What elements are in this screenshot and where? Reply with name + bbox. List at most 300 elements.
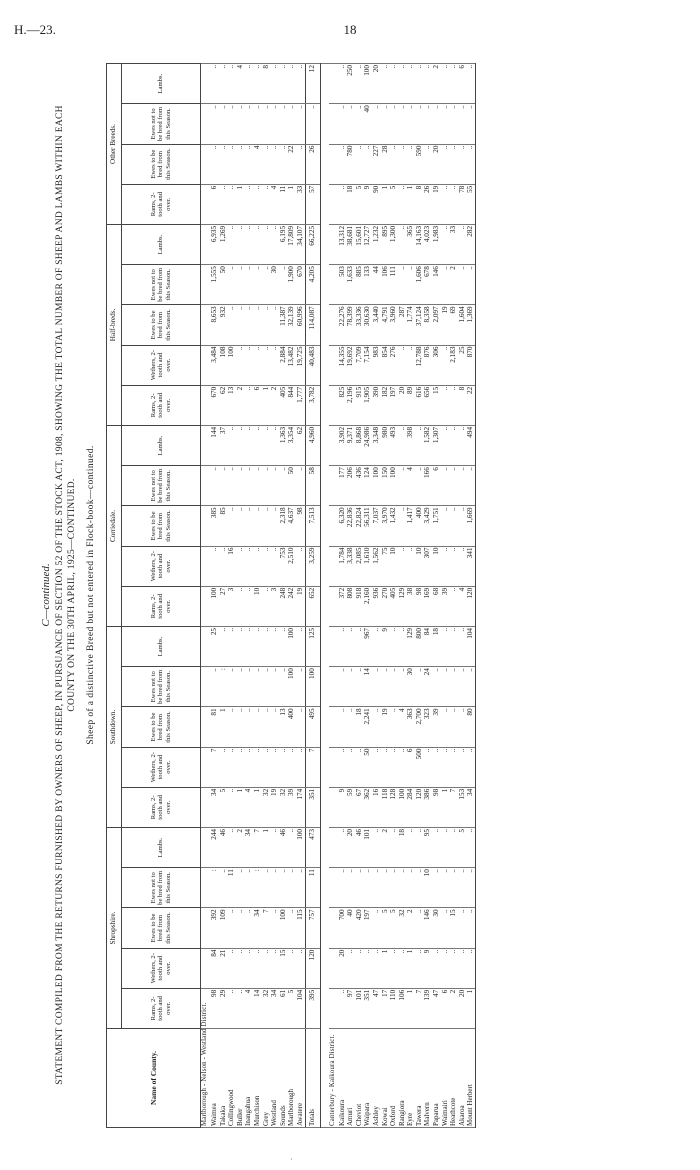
table-cell: 4 [270, 184, 279, 224]
table-cell: 3,348 [372, 425, 381, 465]
table-cell: .. [270, 144, 279, 184]
table-cell: .. [466, 144, 475, 184]
table-cell: .. [227, 747, 236, 787]
table-cell: .. [253, 546, 262, 586]
empty-cell [329, 224, 338, 264]
table-cell: .. [338, 988, 347, 1028]
table-cell: 100 [287, 626, 296, 666]
table-cell: .. [398, 425, 407, 465]
empty-cell [329, 988, 338, 1028]
table-cell: 9 [381, 626, 390, 666]
table-cell: 2 [406, 908, 415, 948]
table-cell: 1,232 [372, 224, 381, 264]
table-cell: 18 [346, 184, 355, 224]
table-cell: .. [279, 104, 288, 144]
table-cell: 100 [372, 466, 381, 506]
table-cell: .. [441, 908, 450, 948]
table-cell: 100 [210, 586, 219, 626]
table-cell: .. [227, 64, 236, 104]
statement-subtitle: Sheep of a distinctive Breed but not entered in Flock-book—continued. [86, 445, 96, 745]
table-cell: .. [262, 868, 271, 908]
county-name: Rangiora [398, 1029, 407, 1128]
table-cell: .. [279, 626, 288, 666]
table-cell: .. [338, 104, 347, 144]
table-cell: 44 [372, 265, 381, 305]
empty-cell [329, 827, 338, 867]
table-cell: .. [406, 827, 415, 867]
county-name: Takaka [219, 1029, 228, 1128]
table-cell: 26 [423, 184, 432, 224]
table-cell: .. [406, 345, 415, 385]
table-cell: 2,241 [363, 707, 372, 747]
table-cell: 4 [244, 988, 253, 1028]
table-cell: 15 [449, 908, 458, 948]
table-cell: .. [244, 626, 253, 666]
table-cell: .. [262, 586, 271, 626]
table-cell: .. [466, 908, 475, 948]
table-cell: 2,183 [449, 345, 458, 385]
table-cell: 27 [219, 586, 228, 626]
table-cell: .. [346, 948, 355, 988]
empty-cell [329, 586, 338, 626]
page-number: 18 [343, 22, 357, 37]
county-name-header: Name of County. [107, 1029, 201, 1128]
table-cell: .. [389, 948, 398, 988]
table-cell: .. [389, 104, 398, 144]
table-cell: 2,700 [415, 707, 424, 747]
table-cell: .. [244, 908, 253, 948]
empty-cell [201, 425, 211, 465]
table-cell: 197 [389, 385, 398, 425]
table-cell: 9 [338, 787, 347, 827]
table-cell: .. [355, 948, 364, 988]
table-cell: 22,276 [338, 305, 347, 345]
table-cell: .. [253, 305, 262, 345]
empty-cell [201, 144, 211, 184]
table-cell: .. [338, 827, 347, 867]
table-cell: .. [227, 104, 236, 144]
table-cell: .. [244, 868, 253, 908]
table-cell: .. [236, 868, 245, 908]
column-header: Rams, 2-tooth and over. [122, 787, 201, 827]
table-cell: .. [244, 64, 253, 104]
table-cell: 2,160 [363, 586, 372, 626]
table-cell: 4,205 [305, 265, 320, 305]
table-cell: .. [432, 827, 441, 867]
table-cell: .. [398, 224, 407, 264]
table-cell: .. [441, 466, 450, 506]
table-cell: 32 [262, 988, 271, 1028]
table-cell: .. [236, 948, 245, 988]
table-cell: 8 [262, 64, 271, 104]
table-cell: 104 [466, 626, 475, 666]
table-cell: .. [389, 868, 398, 908]
table-cell: .. [227, 224, 236, 264]
table-cell: .. [270, 345, 279, 385]
table-cell: .. [236, 224, 245, 264]
table-cell: 100 [389, 466, 398, 506]
table-cell: 6,935 [210, 224, 219, 264]
table-cell: 125 [305, 626, 320, 666]
table-cell: 18 [398, 827, 407, 867]
table-cell: .. [398, 144, 407, 184]
empty-cell [329, 868, 338, 908]
table-cell: 40 [363, 104, 372, 144]
table-cell: .. [262, 626, 271, 666]
empty-cell [329, 184, 338, 224]
table-cell: 967 [363, 626, 372, 666]
table-cell: 420 [355, 908, 364, 948]
table-cell: 1,784 [338, 546, 347, 586]
table-cell: 34 [253, 908, 262, 948]
table-cell: 276 [389, 345, 398, 385]
table-cell: 5 [389, 184, 398, 224]
table-cell: 4 [406, 466, 415, 506]
table-cell: 8 [458, 385, 467, 425]
table-cell: 85 [219, 506, 228, 546]
column-header: Ewes not to be bred from this Season. [122, 466, 201, 506]
empty-cell [329, 948, 338, 988]
table-cell: 2,196 [346, 385, 355, 425]
table-cell: .. [415, 908, 424, 948]
table-cell: .. [270, 546, 279, 586]
table-cell: .. [415, 868, 424, 908]
table-cell: .. [253, 64, 262, 104]
table-row [219, 64, 228, 1128]
table-cell: .. [432, 948, 441, 988]
table-cell: .. [363, 144, 372, 184]
table-cell: .. [262, 707, 271, 747]
report-code: H.—23. [14, 22, 56, 37]
table-cell: 166 [423, 466, 432, 506]
table-cell: .. [279, 265, 288, 305]
table-cell: 33 [449, 224, 458, 264]
table-cell: 67 [355, 787, 364, 827]
table-cell: 62 [219, 385, 228, 425]
empty-cell [329, 908, 338, 948]
table-cell: .. [441, 707, 450, 747]
table-cell: .. [458, 667, 467, 707]
table-cell: .. [236, 305, 245, 345]
table-cell: 372 [338, 586, 347, 626]
table-cell: 18 [355, 707, 364, 747]
table-cell: 55 [466, 184, 475, 224]
table-cell: .. [236, 506, 245, 546]
table-cell: 6 [210, 184, 219, 224]
table-cell: 62 [296, 425, 305, 465]
table-cell: .. [219, 626, 228, 666]
table-cell: 25 [210, 626, 219, 666]
table-cell: 19,725 [296, 345, 305, 385]
empty-cell [329, 626, 338, 666]
table-cell: .. [449, 747, 458, 787]
table-cell: 34 [210, 787, 219, 827]
table-row [363, 64, 372, 1128]
table-row [449, 64, 458, 1128]
county-name: Murchison [253, 1029, 262, 1128]
table-cell: 4 [458, 586, 467, 626]
table-cell: 46 [279, 827, 288, 867]
county-name: Kaikoura [338, 1029, 347, 1128]
table-cell: .. [262, 144, 271, 184]
table-cell: .. [355, 667, 364, 707]
table-cell: .. [244, 747, 253, 787]
table-cell: 11 [279, 184, 288, 224]
table-cell: .. [244, 948, 253, 988]
table-cell: 4 [253, 144, 262, 184]
table-cell: .. [441, 626, 450, 666]
table-cell: .. [363, 868, 372, 908]
table-cell: 8,868 [355, 425, 364, 465]
table-cell: : [210, 868, 219, 908]
table-cell: 870 [466, 345, 475, 385]
table-cell: .. [346, 747, 355, 787]
table-cell: 918 [355, 586, 364, 626]
column-header: Lambs. [122, 827, 201, 867]
table-cell: .. [287, 747, 296, 787]
table-row [338, 64, 347, 1128]
table-cell: 616 [415, 385, 424, 425]
table-cell: .. [338, 64, 347, 104]
county-name: Mount Herbert [466, 1029, 475, 1128]
county-name: Cheviot [355, 1029, 364, 1128]
table-cell: 915 [355, 385, 364, 425]
table-cell: .. [296, 868, 305, 908]
table-cell: 14 [363, 667, 372, 707]
table-cell: .. [236, 144, 245, 184]
empty-cell [201, 908, 211, 948]
table-cell: 7,154 [363, 345, 372, 385]
table-cell: 3,354 [287, 425, 296, 465]
table-cell: .. [236, 908, 245, 948]
column-header: Lambs. [122, 425, 201, 465]
table-row [236, 64, 245, 1128]
table-cell: 1,555 [210, 265, 219, 305]
table-cell: 2,884 [279, 345, 288, 385]
table-cell: .. [466, 827, 475, 867]
table-cell: 9 [363, 184, 372, 224]
table-cell: .. [227, 787, 236, 827]
column-header: Ewes to be bred from this Season. [122, 305, 201, 345]
table-cell: .. [449, 144, 458, 184]
table-cell: .. [466, 466, 475, 506]
table-cell: .. [398, 747, 407, 787]
table-cell: .. [441, 224, 450, 264]
county-name: Westland [270, 1029, 279, 1128]
table-cell: .. [244, 586, 253, 626]
table-cell: 30 [406, 667, 415, 707]
table-cell: 26 [305, 144, 320, 184]
table-cell: 100 [287, 667, 296, 707]
county-name: Oxford [389, 1029, 398, 1128]
table-cell: 1,369 [466, 305, 475, 345]
table-cell: 98 [210, 988, 219, 1028]
table-cell: 14,355 [338, 345, 347, 385]
table-cell: .. [236, 466, 245, 506]
empty-cell [201, 345, 211, 385]
table-cell: 808 [346, 586, 355, 626]
county-name: Kowai [381, 1029, 390, 1128]
table-cell: 34 [466, 787, 475, 827]
county-name: Malvern [423, 1029, 432, 1128]
table-cell: 1,562 [372, 546, 381, 586]
county-name: Eyre [406, 1029, 415, 1128]
empty-cell [201, 626, 211, 666]
table-cell: .. [415, 667, 424, 707]
table-cell: .. [389, 747, 398, 787]
table-cell: 30 [432, 908, 441, 948]
table-cell: 248 [279, 586, 288, 626]
table-cell: .. [296, 667, 305, 707]
table-cell: 5 [381, 908, 390, 948]
empty-cell [201, 104, 211, 144]
table-cell: .. [449, 466, 458, 506]
table-cell: 17,809 [287, 224, 296, 264]
table-cell: .. [253, 184, 262, 224]
table-cell: 34 [244, 827, 253, 867]
table-cell: .. [346, 626, 355, 666]
table-row [355, 64, 364, 1128]
table-cell: 10 [253, 586, 262, 626]
table-cell: .. [458, 265, 467, 305]
table-cell: .. [287, 948, 296, 988]
table-cell: 19 [296, 586, 305, 626]
table-cell: .. [210, 64, 219, 104]
table-cell: .. [244, 667, 253, 707]
table-cell: 24,986 [363, 425, 372, 465]
table-cell: .. [296, 747, 305, 787]
table-cell: 108 [219, 345, 228, 385]
table-cell: 983 [372, 345, 381, 385]
table-cell: 15,601 [355, 224, 364, 264]
empty-cell [329, 144, 338, 184]
table-cell: 6 [432, 466, 441, 506]
table-cell: .. [441, 948, 450, 988]
table-cell: 2 [270, 385, 279, 425]
table-cell: 405 [389, 586, 398, 626]
county-name: Waimea [210, 1029, 219, 1128]
table-cell: .. [449, 506, 458, 546]
table-cell: 227 [372, 144, 381, 184]
table-cell: 100 [279, 908, 288, 948]
table-cell: 11,387 [279, 305, 288, 345]
table-cell: .. [398, 506, 407, 546]
table-cell: .. [262, 345, 271, 385]
table-cell: 9 [423, 948, 432, 988]
table-cell: 5 [389, 908, 398, 948]
table-cell: 106 [381, 265, 390, 305]
table-cell: .. [270, 305, 279, 345]
table-cell: .. [262, 506, 271, 546]
empty-cell [329, 466, 338, 506]
table-cell: .. [441, 104, 450, 144]
table-cell: .. [227, 506, 236, 546]
table-cell: 11 [227, 868, 236, 908]
table-cell: 1,905 [363, 385, 372, 425]
table-row [458, 64, 467, 1128]
table-cell: .. [389, 827, 398, 867]
table-cell: 3,338 [346, 546, 355, 586]
table-cell: .. [458, 425, 467, 465]
table-cell: .. [406, 144, 415, 184]
table-cell: .. [262, 104, 271, 144]
table-cell: 3,970 [381, 506, 390, 546]
table-cell: .. [210, 466, 219, 506]
table-cell: 2,085 [355, 546, 364, 586]
table-cell: .. [219, 144, 228, 184]
table-cell: .. [458, 626, 467, 666]
table-cell: .. [236, 626, 245, 666]
table-cell: 4 [236, 64, 245, 104]
table-cell: 363 [406, 707, 415, 747]
table-cell: .. [406, 104, 415, 144]
table-cell: 7 [253, 827, 262, 867]
table-cell: 60,996 [296, 305, 305, 345]
table-cell: .. [398, 868, 407, 908]
table-cell: 1 [262, 385, 271, 425]
table-cell: .. [398, 104, 407, 144]
table-cell: 5 [287, 988, 296, 1028]
table-cell: .. [253, 466, 262, 506]
table-cell: 1 [406, 184, 415, 224]
table-cell: 5 [355, 184, 364, 224]
statement-continued-label: C—continued. [40, 563, 52, 627]
empty-cell [201, 868, 211, 908]
table-cell: 22 [466, 385, 475, 425]
table-cell: .. [355, 64, 364, 104]
table-cell: 111 [389, 265, 398, 305]
county-name: Waimairi [441, 1029, 450, 1128]
table-cell: 34,107 [296, 224, 305, 264]
table-cell: .. [296, 144, 305, 184]
table-cell: .. [458, 224, 467, 264]
table-cell: 50 [363, 747, 372, 787]
table-cell: 28 [381, 144, 390, 184]
table-cell: 244 [210, 827, 219, 867]
section-title: Canterbury - Kaikoura District. [329, 1029, 338, 1128]
table-cell: 34 [270, 988, 279, 1028]
table-cell: 22,824 [355, 506, 364, 546]
table-cell: 13,312 [338, 224, 347, 264]
table-cell: 1 [466, 988, 475, 1028]
table-cell: .. [219, 747, 228, 787]
table-cell: 17 [381, 988, 390, 1028]
table-cell: .. [287, 827, 296, 867]
table-cell: .. [449, 546, 458, 586]
table-cell: .. [338, 868, 347, 908]
table-cell: .. [406, 64, 415, 104]
table-cell: 146 [432, 265, 441, 305]
table-cell: 32 [262, 787, 271, 827]
table-cell: .. [398, 948, 407, 988]
table-cell: 282 [466, 224, 475, 264]
table-cell: .. [441, 425, 450, 465]
table-cell: .. [219, 64, 228, 104]
empty-cell [329, 707, 338, 747]
table-cell: 2,097 [432, 305, 441, 345]
table-cell: .. [338, 707, 347, 747]
table-cell: 4 [244, 787, 253, 827]
table-cell: .. [244, 104, 253, 144]
table-cell: .. [296, 546, 305, 586]
table-cell: 2 [236, 385, 245, 425]
table-cell: 84 [423, 626, 432, 666]
table-cell: 22 [287, 144, 296, 184]
table-cell: .. [466, 104, 475, 144]
table-cell: : [253, 868, 262, 908]
table-cell: 10 [432, 546, 441, 586]
table-cell: 6 [253, 385, 262, 425]
